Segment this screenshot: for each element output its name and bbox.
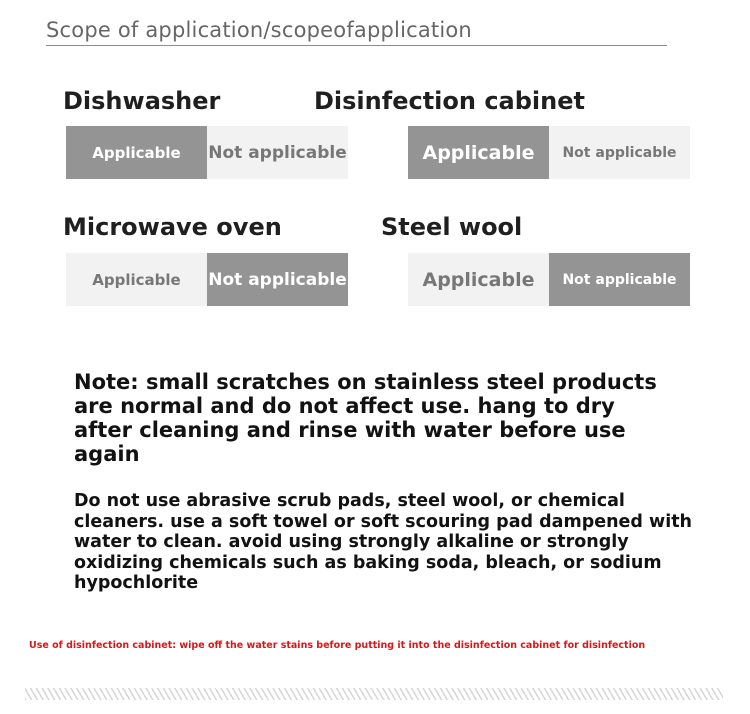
hatched-divider bbox=[25, 688, 723, 700]
cleaning-warning: Do not use abrasive scrub pads, steel wool, or chemical cleaners. use a soft towel or soft scouring pad dampened with water to clean. avoid using strongly alkaline or strongly oxidizing chemicals such as baking soda, bleach, or sodium hypochlorite bbox=[74, 491, 693, 593]
category-title-microwave-oven: Microwave oven bbox=[63, 213, 282, 241]
applicable-option: Applicable bbox=[408, 253, 549, 306]
care-note: Note: small scratches on stainless steel products are normal and do not affect use. hang to dry after cleaning and rinse with water before use again bbox=[74, 370, 657, 466]
not-applicable-option: Not applicable bbox=[549, 253, 690, 306]
category-title-dishwasher: Dishwasher bbox=[63, 87, 221, 115]
disinfection-footnote: Use of disinfection cabinet: wipe off the water stains before putting it into the disinfection cabinet for disinfection bbox=[29, 640, 646, 651]
applicability-toggle-steel-wool bbox=[408, 253, 690, 306]
applicable-option: Applicable bbox=[408, 126, 549, 179]
not-applicable-option: Not applicable bbox=[549, 126, 690, 179]
applicable-option: Applicable bbox=[66, 253, 207, 306]
applicability-toggle-dishwasher bbox=[66, 126, 348, 179]
not-applicable-option: Not applicable bbox=[207, 253, 348, 306]
category-title-disinfection-cabinet: Disinfection cabinet bbox=[314, 87, 585, 115]
applicability-toggle-microwave-oven bbox=[66, 253, 348, 306]
category-title-steel-wool: Steel wool bbox=[381, 213, 523, 241]
not-applicable-option: Not applicable bbox=[207, 126, 348, 179]
page-title: Scope of application/scopeofapplication bbox=[46, 18, 667, 46]
applicable-option: Applicable bbox=[66, 126, 207, 179]
applicability-toggle-disinfection-cabinet bbox=[408, 126, 690, 179]
